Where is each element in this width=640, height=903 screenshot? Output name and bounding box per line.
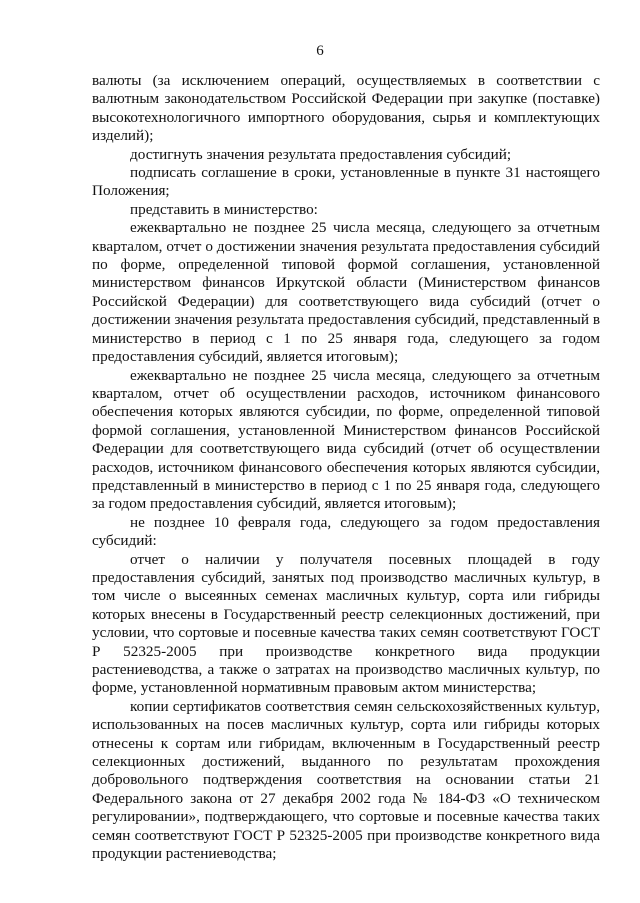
paragraph: подписать соглашение в сроки, установленные в пункте 31 настоящего Положения; [92,164,600,200]
paragraph: ежеквартально не позднее 25 числа месяца, следующего за отчетным кварталом, отчет о достижении значения результата предоставления субсидий по форме, определенной типовой формой соглашения, установленной министерством финансов Иркутской области (Министерством финансов Российской Федерации) для соответствующего вида субсидий (отчет о достижении значения результата предоставления субсидий, представленный в министерство в период с 1 по 25 января года, следующего за годом предоставления субсидий, является итоговым); [92,219,600,366]
paragraph: достигнуть значения результата предоставления субсидий; [130,145,512,163]
paragraph: копии сертификатов соответствия семян сельскохозяйственных культур, использованных на посев масличных культур, сорта или гибриды которых отнесены к сортам или гибридам, включенным в Государственный реестр селекционных достижений, выданного по результатам прохождения добровольного подтверждения соответствия на основании статьи 21 Федерального закона от 27 декабря 2002 года № 184-ФЗ «О техническом регулировании», подтверждающего, что сортовые и посевные качества таких семян соответствуют ГОСТ Р 52325-2005 при производстве конкретного вида продукции растениеводства; [92,697,600,863]
document-body [92,72,600,863]
paragraph: не позднее 10 февраля года, следующего за годом предоставления субсидий: [92,513,600,550]
paragraph: валюты (за исключением операций, осуществляемых в соответствии с валютным законодательством Российской Федерации при закупке (поставке) высокотехнологичного импортного оборудования, сырья и комплектующих изделий); [92,72,600,145]
paragraph: ежеквартально не позднее 25 числа месяца, следующего за отчетным кварталом, отчет об осуществлении расходов, источником финансового обеспечения которых являются субсидии, по форме, определенной типовой формой соглашения, установленной Министерством финансов Российской Федерации для соответствующего вида субсидий (отчет об осуществлении расходов, источником финансового обеспечения которых являются субсидии, представленный в министерство в период с 1 по 25 января года, следующего за годом предоставления субсидий, является итоговым); [92,366,600,513]
paragraph: отчет о наличии у получателя посевных площадей в году предоставления субсидий, занятых под производство масличных культур, в том числе о высеянных семенах масличных культур, сорта или гибриды которых внесены в Государственный реестр селекционных достижений, при условии, что сортовые и посевные качества таких семян соответствуют ГОСТ Р 52325-2005 при производстве конкретного вида продукции растениеводства, а также о затратах на производство масличных культур, по форме, установленной нормативным правовым актом министерства; [92,550,600,697]
page-number: 6 [316,43,324,59]
paragraph: представить в министерство: [130,200,318,218]
